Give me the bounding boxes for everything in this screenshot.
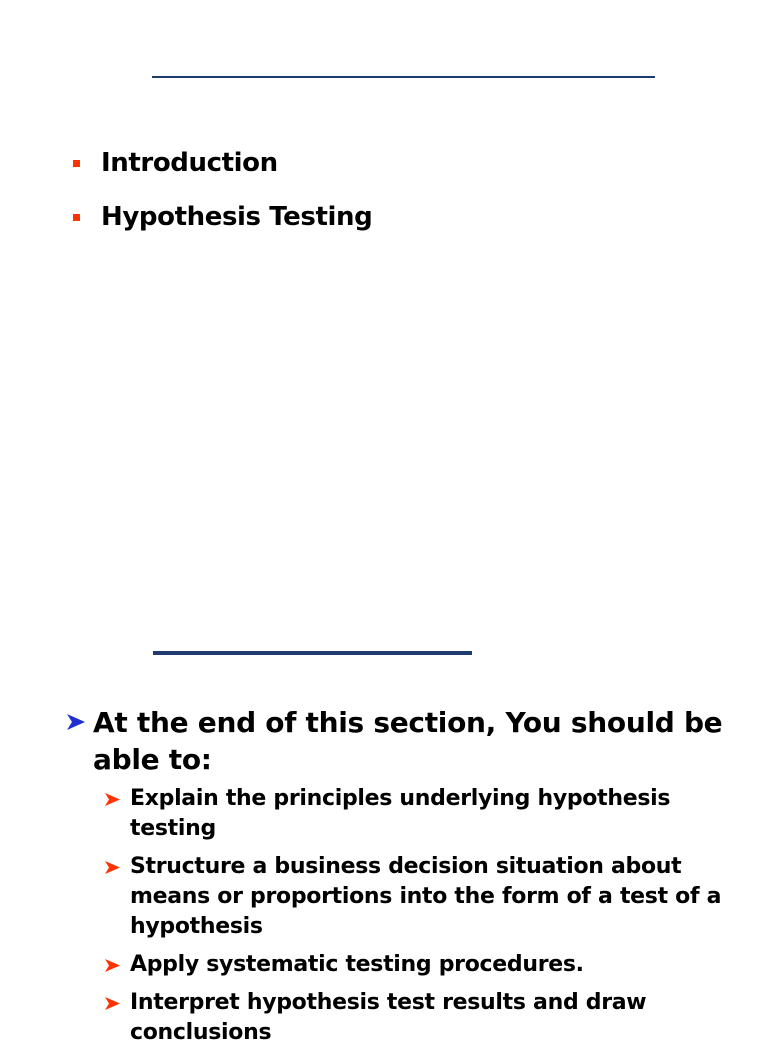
arrow-right-icon — [104, 792, 121, 807]
objective-list — [104, 784, 744, 1056]
topic-list — [70, 136, 372, 244]
arrow-right-icon — [104, 860, 121, 875]
square-bullet-icon — [73, 160, 80, 167]
objective-item — [104, 784, 744, 844]
objective-text: Apply systematic testing procedures. — [130, 952, 584, 977]
objective-item — [104, 852, 744, 942]
objective-item — [104, 988, 744, 1048]
main-point-text: At the end of this section, You should be able to: — [93, 706, 723, 776]
square-bullet-icon — [73, 214, 80, 221]
arrow-right-icon — [66, 713, 86, 731]
topic-item — [70, 190, 372, 244]
main-point — [66, 704, 726, 778]
title-rule — [153, 651, 472, 655]
topic-label: Introduction — [101, 148, 278, 178]
topic-item — [70, 136, 372, 190]
slide-2 — [0, 512, 768, 1045]
title-rule — [152, 76, 655, 78]
topic-label: Hypothesis Testing — [101, 202, 373, 232]
slide-1 — [0, 0, 768, 512]
objective-text: Interpret hypothesis test results and draw conclusions — [130, 990, 647, 1045]
objective-text: Structure a business decision situation about means or proportions into the form of a test of a hypothesis — [130, 854, 722, 939]
objective-item — [104, 950, 744, 980]
objective-text: Explain the principles underlying hypothesis testing — [130, 786, 671, 841]
arrow-right-icon — [104, 958, 121, 973]
arrow-right-icon — [104, 996, 121, 1011]
